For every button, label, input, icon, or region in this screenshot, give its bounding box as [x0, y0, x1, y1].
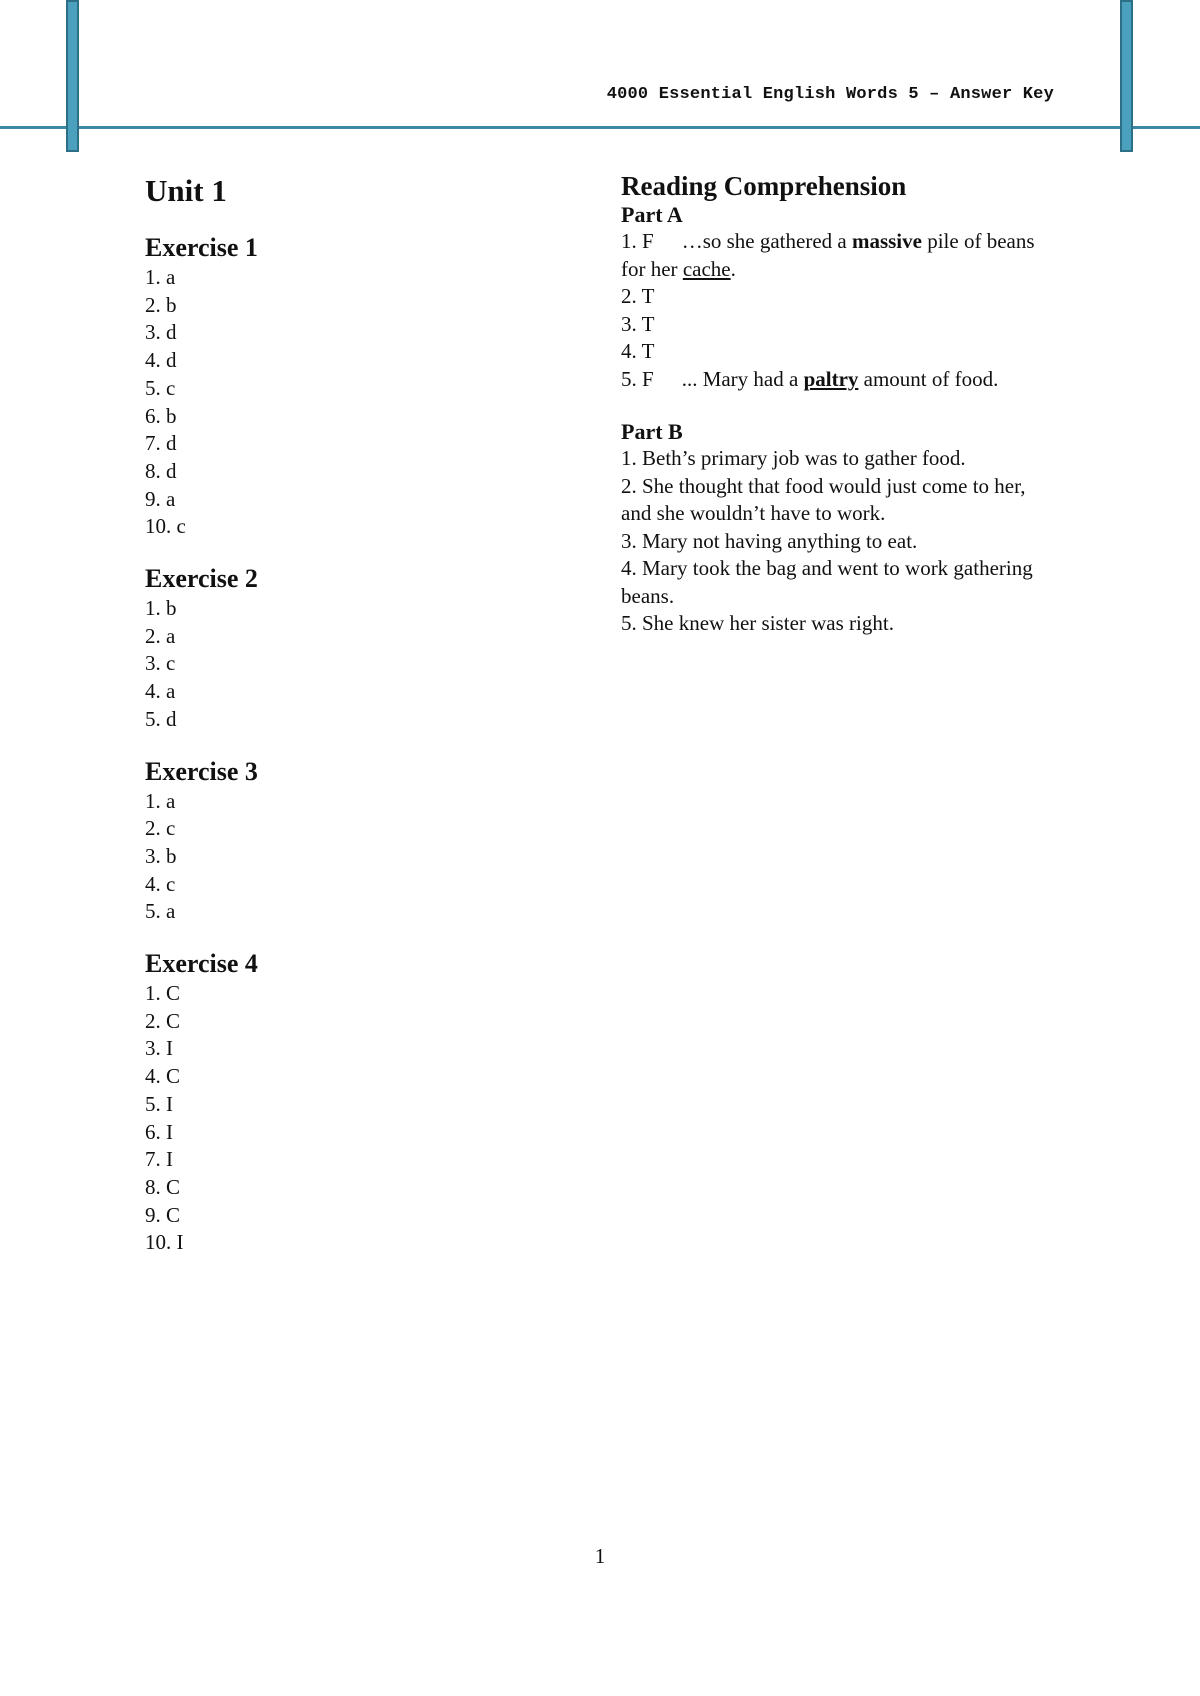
- answer-item: 5. c: [145, 375, 176, 400]
- part-b-item: 2. She thought that food would just come to her, and she wouldn’t have to work.: [621, 473, 1026, 525]
- answer-item: 10. I: [145, 1230, 184, 1255]
- part-a-answers: [621, 228, 1061, 393]
- part-a-item-4: 4. T: [621, 339, 655, 363]
- part-b-item: 5. She knew her sister was right.: [621, 611, 894, 635]
- answer-item: 7. I: [145, 1147, 173, 1172]
- part-a-item-2: 2. T: [621, 284, 655, 308]
- part-b-item: 3. Mary not having anything to eat.: [621, 528, 918, 553]
- answer-item: 2. b: [145, 292, 177, 317]
- answer-item: 1. b: [145, 596, 177, 621]
- answer-item: 8. C: [145, 1174, 181, 1199]
- answer-item: 1. a: [145, 265, 176, 289]
- evidence-text: …so she gathered a: [681, 229, 852, 253]
- exercise-1-answers: [145, 264, 565, 541]
- answer-item: 9. C: [145, 1202, 181, 1227]
- part-a-title: Part A: [621, 202, 683, 227]
- vocab-word: massive: [851, 229, 922, 253]
- header-left-bar: [66, 0, 79, 152]
- answer-item: 3. I: [145, 1036, 173, 1061]
- part-b-item: 1. Beth’s primary job was to gather food.: [621, 446, 966, 470]
- answer-number: 1. F: [621, 229, 654, 253]
- vocab-word: paltry: [803, 366, 859, 391]
- evidence-text: pile of beans for her: [621, 229, 1035, 281]
- reading-comprehension-title: Reading Comprehension: [621, 171, 907, 201]
- answer-item: 3. c: [145, 651, 176, 676]
- answer-item: 9. a: [145, 486, 176, 511]
- exercise-2-answers: [145, 595, 565, 734]
- answer-item: 5. I: [145, 1091, 173, 1116]
- exercise-4-answers: [145, 980, 565, 1257]
- exercise-1-title: Exercise 1: [145, 233, 258, 262]
- part-b-answers: [621, 445, 1061, 638]
- answer-item: 2. c: [145, 816, 176, 841]
- exercise-2-title: Exercise 2: [145, 564, 258, 594]
- right-column: [621, 170, 1061, 664]
- answer-item: 7. d: [145, 431, 177, 456]
- answer-item: 5. d: [145, 706, 177, 731]
- answer-item: 4. d: [145, 348, 177, 373]
- exercise-4-title: Exercise 4: [145, 949, 258, 979]
- underlined-word: cache: [682, 256, 731, 281]
- answer-item: 4. c: [145, 871, 176, 896]
- part-a-item-5: [621, 366, 1061, 394]
- exercise-3-title: Exercise 3: [145, 756, 258, 786]
- answer-item: 8. d: [145, 458, 177, 483]
- answer-item: 1. a: [145, 788, 176, 813]
- answer-item: 3. d: [145, 320, 177, 345]
- unit-title: Unit 1: [145, 173, 227, 208]
- answer-item: 5. a: [145, 899, 176, 924]
- evidence-text: .: [730, 256, 736, 281]
- answer-item: 1. C: [145, 981, 181, 1006]
- header-rule: [0, 126, 1200, 129]
- left-column: [145, 170, 565, 1279]
- answer-item: 6. I: [145, 1119, 173, 1144]
- answer-item: 4. C: [145, 1064, 181, 1089]
- answer-item: 6. b: [145, 403, 177, 428]
- part-b-title: Part B: [621, 419, 683, 444]
- answer-item: 4. a: [145, 679, 176, 704]
- evidence-text: amount of food.: [858, 366, 999, 391]
- answer-number: 5. F: [621, 366, 654, 391]
- part-b-item: 4. Mary took the bag and went to work gathering beans.: [621, 556, 1033, 608]
- evidence-text: ... Mary had a: [681, 366, 804, 391]
- part-a-item-3: 3. T: [621, 311, 655, 336]
- answer-item: 3. b: [145, 843, 177, 868]
- answer-item: 2. a: [145, 623, 176, 648]
- answer-item: 10. c: [145, 514, 186, 539]
- exercise-3-answers: [145, 788, 565, 927]
- page-number: 1: [594, 1544, 606, 1568]
- header-right-bar: [1120, 0, 1133, 152]
- running-header: 4000 Essential English Words 5 – Answer Key: [606, 85, 1054, 104]
- part-a-item-1: [621, 228, 1061, 283]
- answer-item: 2. C: [145, 1008, 181, 1033]
